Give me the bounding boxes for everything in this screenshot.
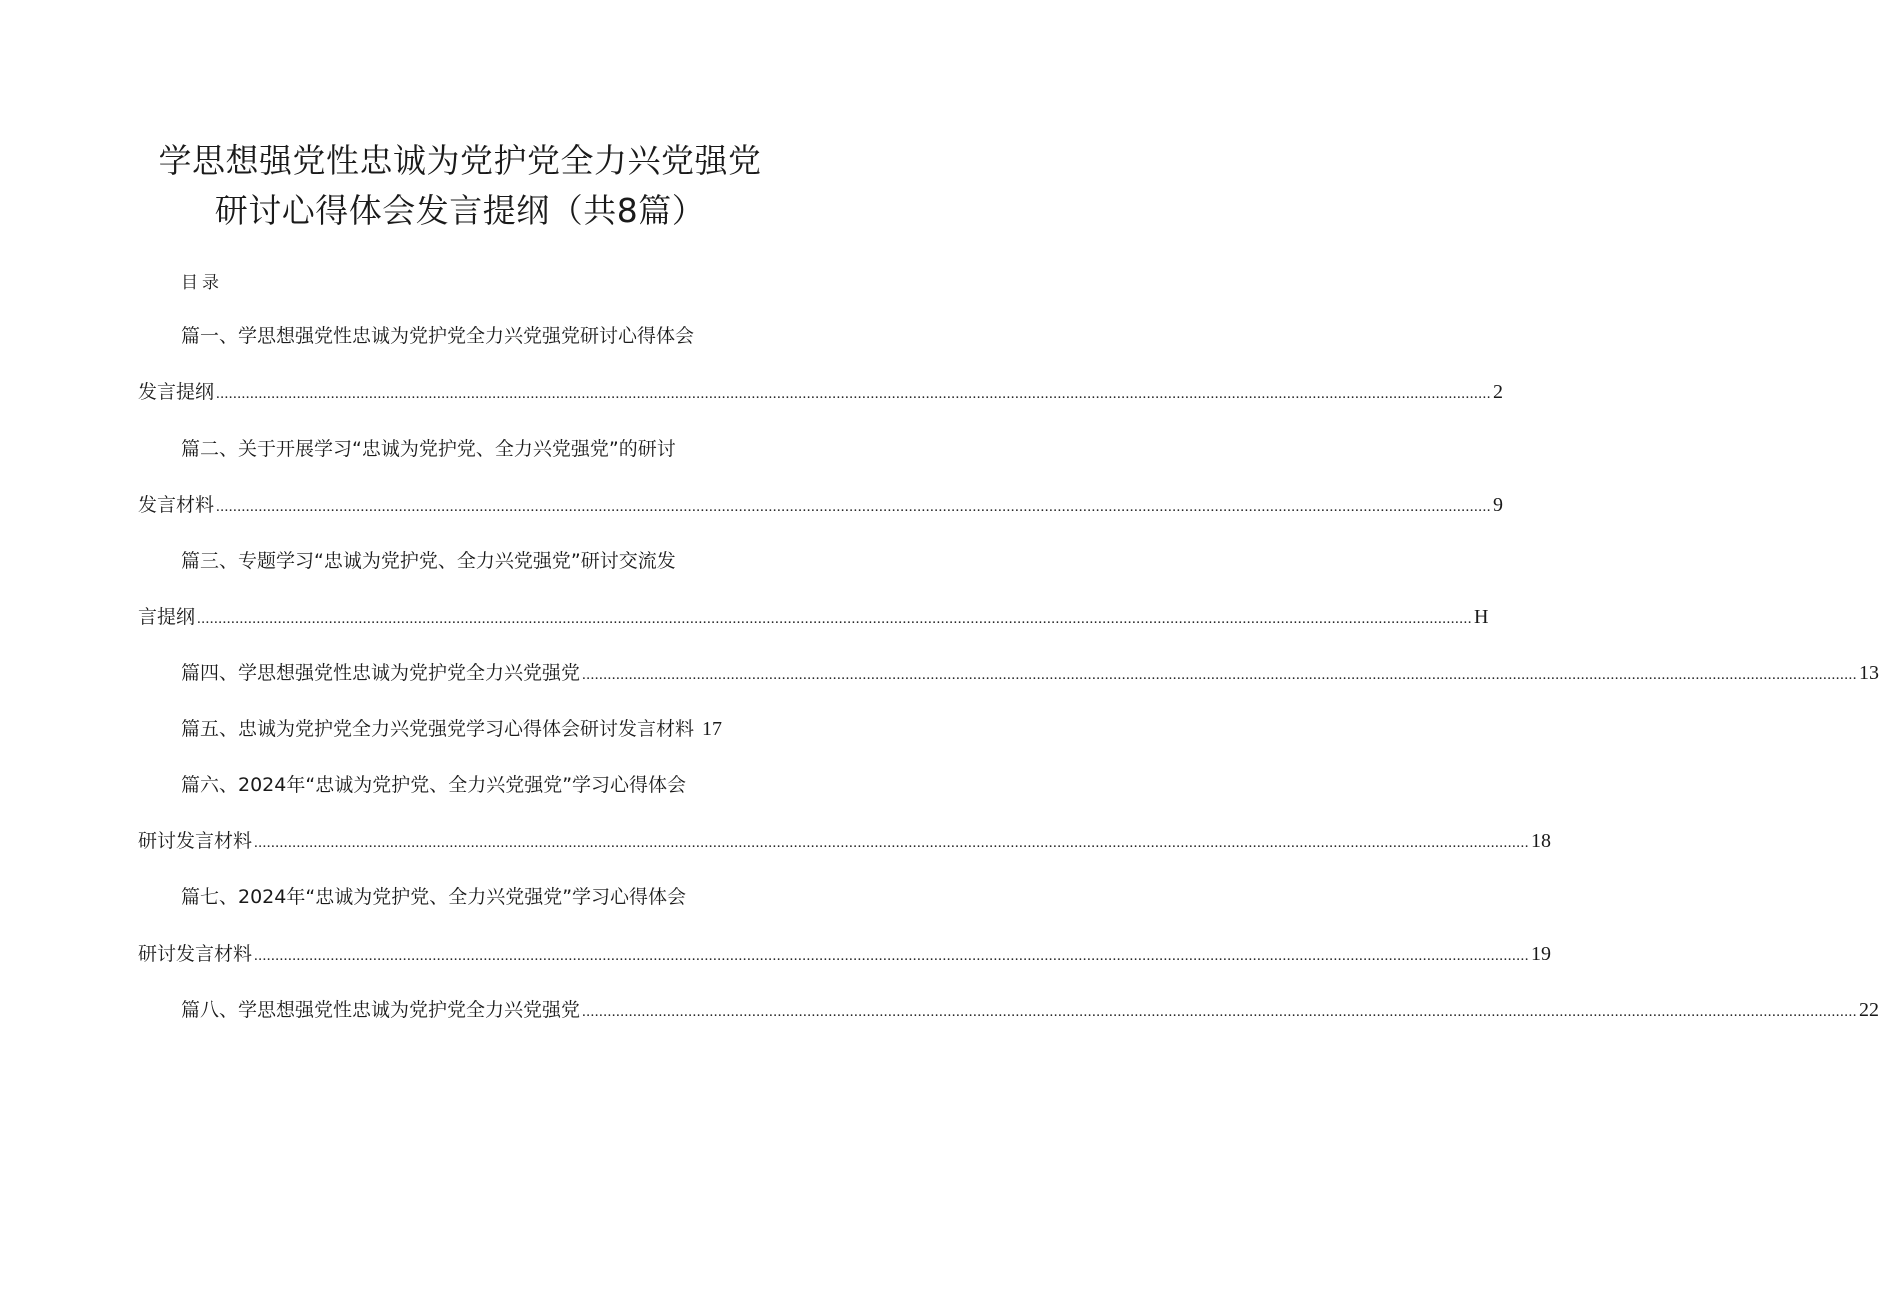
toc-entry-5-title: 篇五、忠诚为党护党全力兴党强党学习心得体会研讨发言材料 — [181, 718, 695, 740]
toc-entry-2-line-1[interactable]: 篇二、关于开展学习“忠诚为党护党、全力兴党强党”的研讨 — [181, 438, 676, 460]
toc-entry-1-title-end: 发言提纲 — [138, 381, 215, 403]
toc-entry-3-title-end: 言提纲 — [138, 606, 196, 628]
toc-entry-7-line-1[interactable]: 篇七、2024年“忠诚为党护党、全力兴党强党”学习心得体会 — [181, 886, 687, 908]
toc-entry-2-page: 9 — [1493, 494, 1504, 516]
toc-entry-6-line-1[interactable]: 篇六、2024年“忠诚为党护党、全力兴党强党”学习心得体会 — [181, 774, 687, 796]
toc-entry-4[interactable] — [181, 659, 1879, 689]
toc-leader-dots: ............................................................................................................................................................................................................................................................................................................ — [254, 835, 1530, 851]
toc-entry-7-title-end: 研讨发言材料 — [138, 943, 253, 965]
toc-entry-4-title: 篇四、学思想强党性忠诚为党护党全力兴党强党 — [181, 662, 581, 684]
toc-leader-dots: ............................................................................................................................................................................................................................................................................................................ — [582, 1004, 1858, 1020]
toc-entry-1-page: 2 — [1493, 381, 1504, 403]
toc-heading: 目录 — [181, 273, 223, 293]
document-title-line-1: 学思想强党性忠诚为党护党全力兴党强党 — [158, 141, 762, 180]
toc-entry-8-title: 篇八、学思想强党性忠诚为党护党全力兴党强党 — [181, 999, 581, 1021]
toc-entry-8[interactable] — [181, 996, 1879, 1026]
toc-entry-6-page: 18 — [1531, 830, 1552, 852]
toc-leader-dots: ............................................................................................................................................................................................................................................................................................................ — [216, 499, 1492, 515]
toc-entry-6-line-2[interactable] — [138, 827, 1552, 857]
toc-entry-7-line-2[interactable] — [138, 940, 1552, 970]
toc-entry-2-title-end: 发言材料 — [138, 494, 215, 516]
toc-entry-3-line-1[interactable]: 篇三、专题学习“忠诚为党护党、全力兴党强党”研讨交流发 — [181, 550, 676, 572]
toc-entry-1-line-1[interactable]: 篇一、学思想强党性忠诚为党护党全力兴党强党研讨心得体会 — [181, 325, 695, 347]
toc-entry-3-line-2[interactable] — [138, 603, 1489, 633]
toc-leader-dots: ............................................................................................................................................................................................................................................................................................................ — [254, 948, 1530, 964]
toc-entry-5[interactable] — [181, 715, 778, 743]
toc-leader-dots: ............................................................................................................................................................................................................................................................................................................ — [197, 611, 1473, 627]
toc-entry-3-page: H — [1474, 606, 1489, 628]
toc-leader-dots: ............................................................................................................................................................................................................................................................................................................ — [216, 386, 1492, 402]
toc-entry-1-line-2[interactable] — [138, 378, 1504, 408]
toc-entry-2-line-2[interactable] — [138, 491, 1504, 521]
toc-entry-4-page: 13 — [1859, 662, 1879, 684]
toc-leader-dots: ............................................................................................................................................................................................................................................................................................................ — [582, 667, 1858, 683]
toc-entry-6-title-end: 研讨发言材料 — [138, 830, 253, 852]
toc-entry-7-page: 19 — [1531, 943, 1552, 965]
toc-entry-5-page: 17 — [702, 718, 723, 740]
document-title-line-2: 研讨心得体会发言提纲（共8篇） — [214, 191, 706, 230]
toc-entry-8-page: 22 — [1859, 999, 1879, 1021]
